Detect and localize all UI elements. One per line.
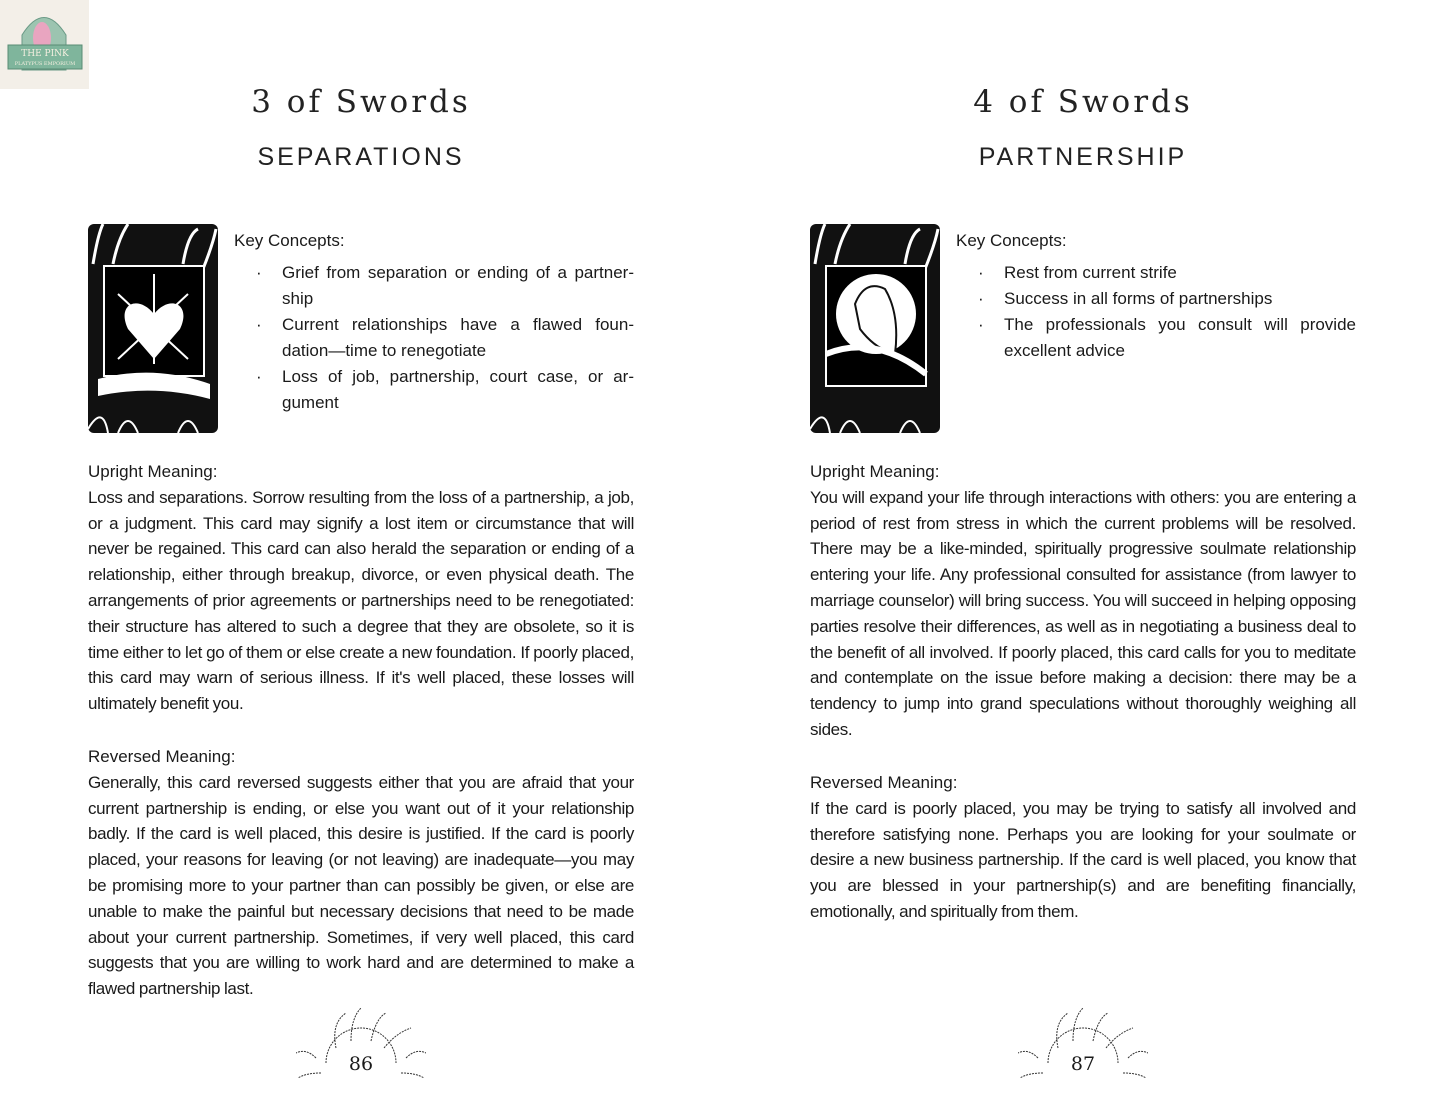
- key-concept-item: · Grief from separation or ending of a partner-ship: [234, 260, 634, 312]
- card-subtitle: PARTNERSHIP: [978, 143, 1188, 171]
- card-title: 3 of Swords: [251, 84, 471, 120]
- upright-text: You will expand your life through interactions with others: you are entering a period of rest from stress in which the current problems will be resolved. There may be a like-minded, spiritually progressive soulmate relationship entering your life. Any professional consulted for assistance (from lawyer to marriage counselor) will bring success. You will succeed in helping opposing parties resolve their differences, as well as in negotiating a business deal to the benefit of all involved. If poorly placed, this card calls for you to meditate and contemplate on the issue before making a decision: there may be a tendency to jump into grand speculations without thoroughly weighing all sides.: [810, 487, 1356, 739]
- key-concepts-label: Key Concepts:: [234, 231, 345, 250]
- page-folio: [296, 1003, 426, 1083]
- key-concept-item: · The professionals you consult will provide excellent advice: [956, 312, 1356, 364]
- card-subtitle: SEPARATIONS: [257, 143, 465, 171]
- svg-text:THE PINK: THE PINK: [21, 49, 69, 59]
- key-concept-item: · Success in all forms of partnerships: [956, 286, 1356, 312]
- reversed-text: If the card is poorly placed, you may be trying to satisfy all involved and therefore satisfying none. Perhaps you are looking for your soulmate or desire a new business partnership. If the card is well placed, you know that you are blessed in your partnership(s) and are benefiting financially, emotionally, and spiritually from them.: [810, 798, 1356, 921]
- four-of-swords-card-image: [810, 224, 940, 433]
- upright-section: [810, 459, 1356, 743]
- reversed-text: Generally, this card reversed suggests either that you are afraid that your current partnership is ending, or else you want out of it your relationship badly. If the card is well placed, this desire is justified. If the card is poorly placed, your reasons for leaving (or not leaving) are inadequate—you may be promising more to your partner than can possibly be given, or else are unable to make the painful but necessary decisions that need to be made about your current partnership. Sometimes, if very well placed, this card suggests that you are willing to work hard and are determined to make a flawed partnership last.: [88, 772, 634, 999]
- key-concept-item: · Rest from current strife: [956, 260, 1356, 286]
- key-concept-item: · Loss of job, partnership, court case, or ar-gument: [234, 364, 634, 416]
- right-page: [810, 0, 1356, 1108]
- upright-label: Upright Meaning:: [810, 462, 940, 481]
- upright-text: Loss and separations. Sorrow resulting from the loss of a partnership, a job, or a judgment. This card may signify a lost item or circumstance that will never be regained. This card can also herald the separation or ending of a relationship, either through breakup, divorce, or even physical death. The arrangements of prior agreements or partnerships need to be renegotiated: their structure has altered to such a degree that they are obsolete, so it is time either to let go of them or else create a new foundation. If poorly placed, this card may warn of serious illness. If it's well placed, these losses will ultimately benefit you.: [88, 487, 634, 714]
- key-concepts: [234, 230, 634, 416]
- page-folio: [1018, 1003, 1148, 1083]
- reversed-section: [810, 770, 1356, 925]
- key-concepts-label: Key Concepts:: [956, 231, 1067, 250]
- store-logo: [0, 0, 89, 89]
- reversed-label: Reversed Meaning:: [810, 773, 958, 792]
- card-title: 4 of Swords: [973, 84, 1193, 120]
- reversed-section: [88, 744, 634, 1002]
- key-concept-item: · Current relationships have a flawed foun-dation—time to renegotiate: [234, 312, 634, 364]
- page-number: 86: [348, 1053, 374, 1075]
- upright-label: Upright Meaning:: [88, 462, 218, 481]
- svg-text:PLATYPUS EMPORIUM: PLATYPUS EMPORIUM: [14, 61, 76, 67]
- page-number: 87: [1070, 1053, 1096, 1075]
- left-page: [88, 0, 634, 1108]
- reversed-label: Reversed Meaning:: [88, 747, 236, 766]
- key-concepts: [956, 230, 1356, 364]
- three-of-swords-card-image: [88, 224, 218, 433]
- upright-section: [88, 459, 634, 717]
